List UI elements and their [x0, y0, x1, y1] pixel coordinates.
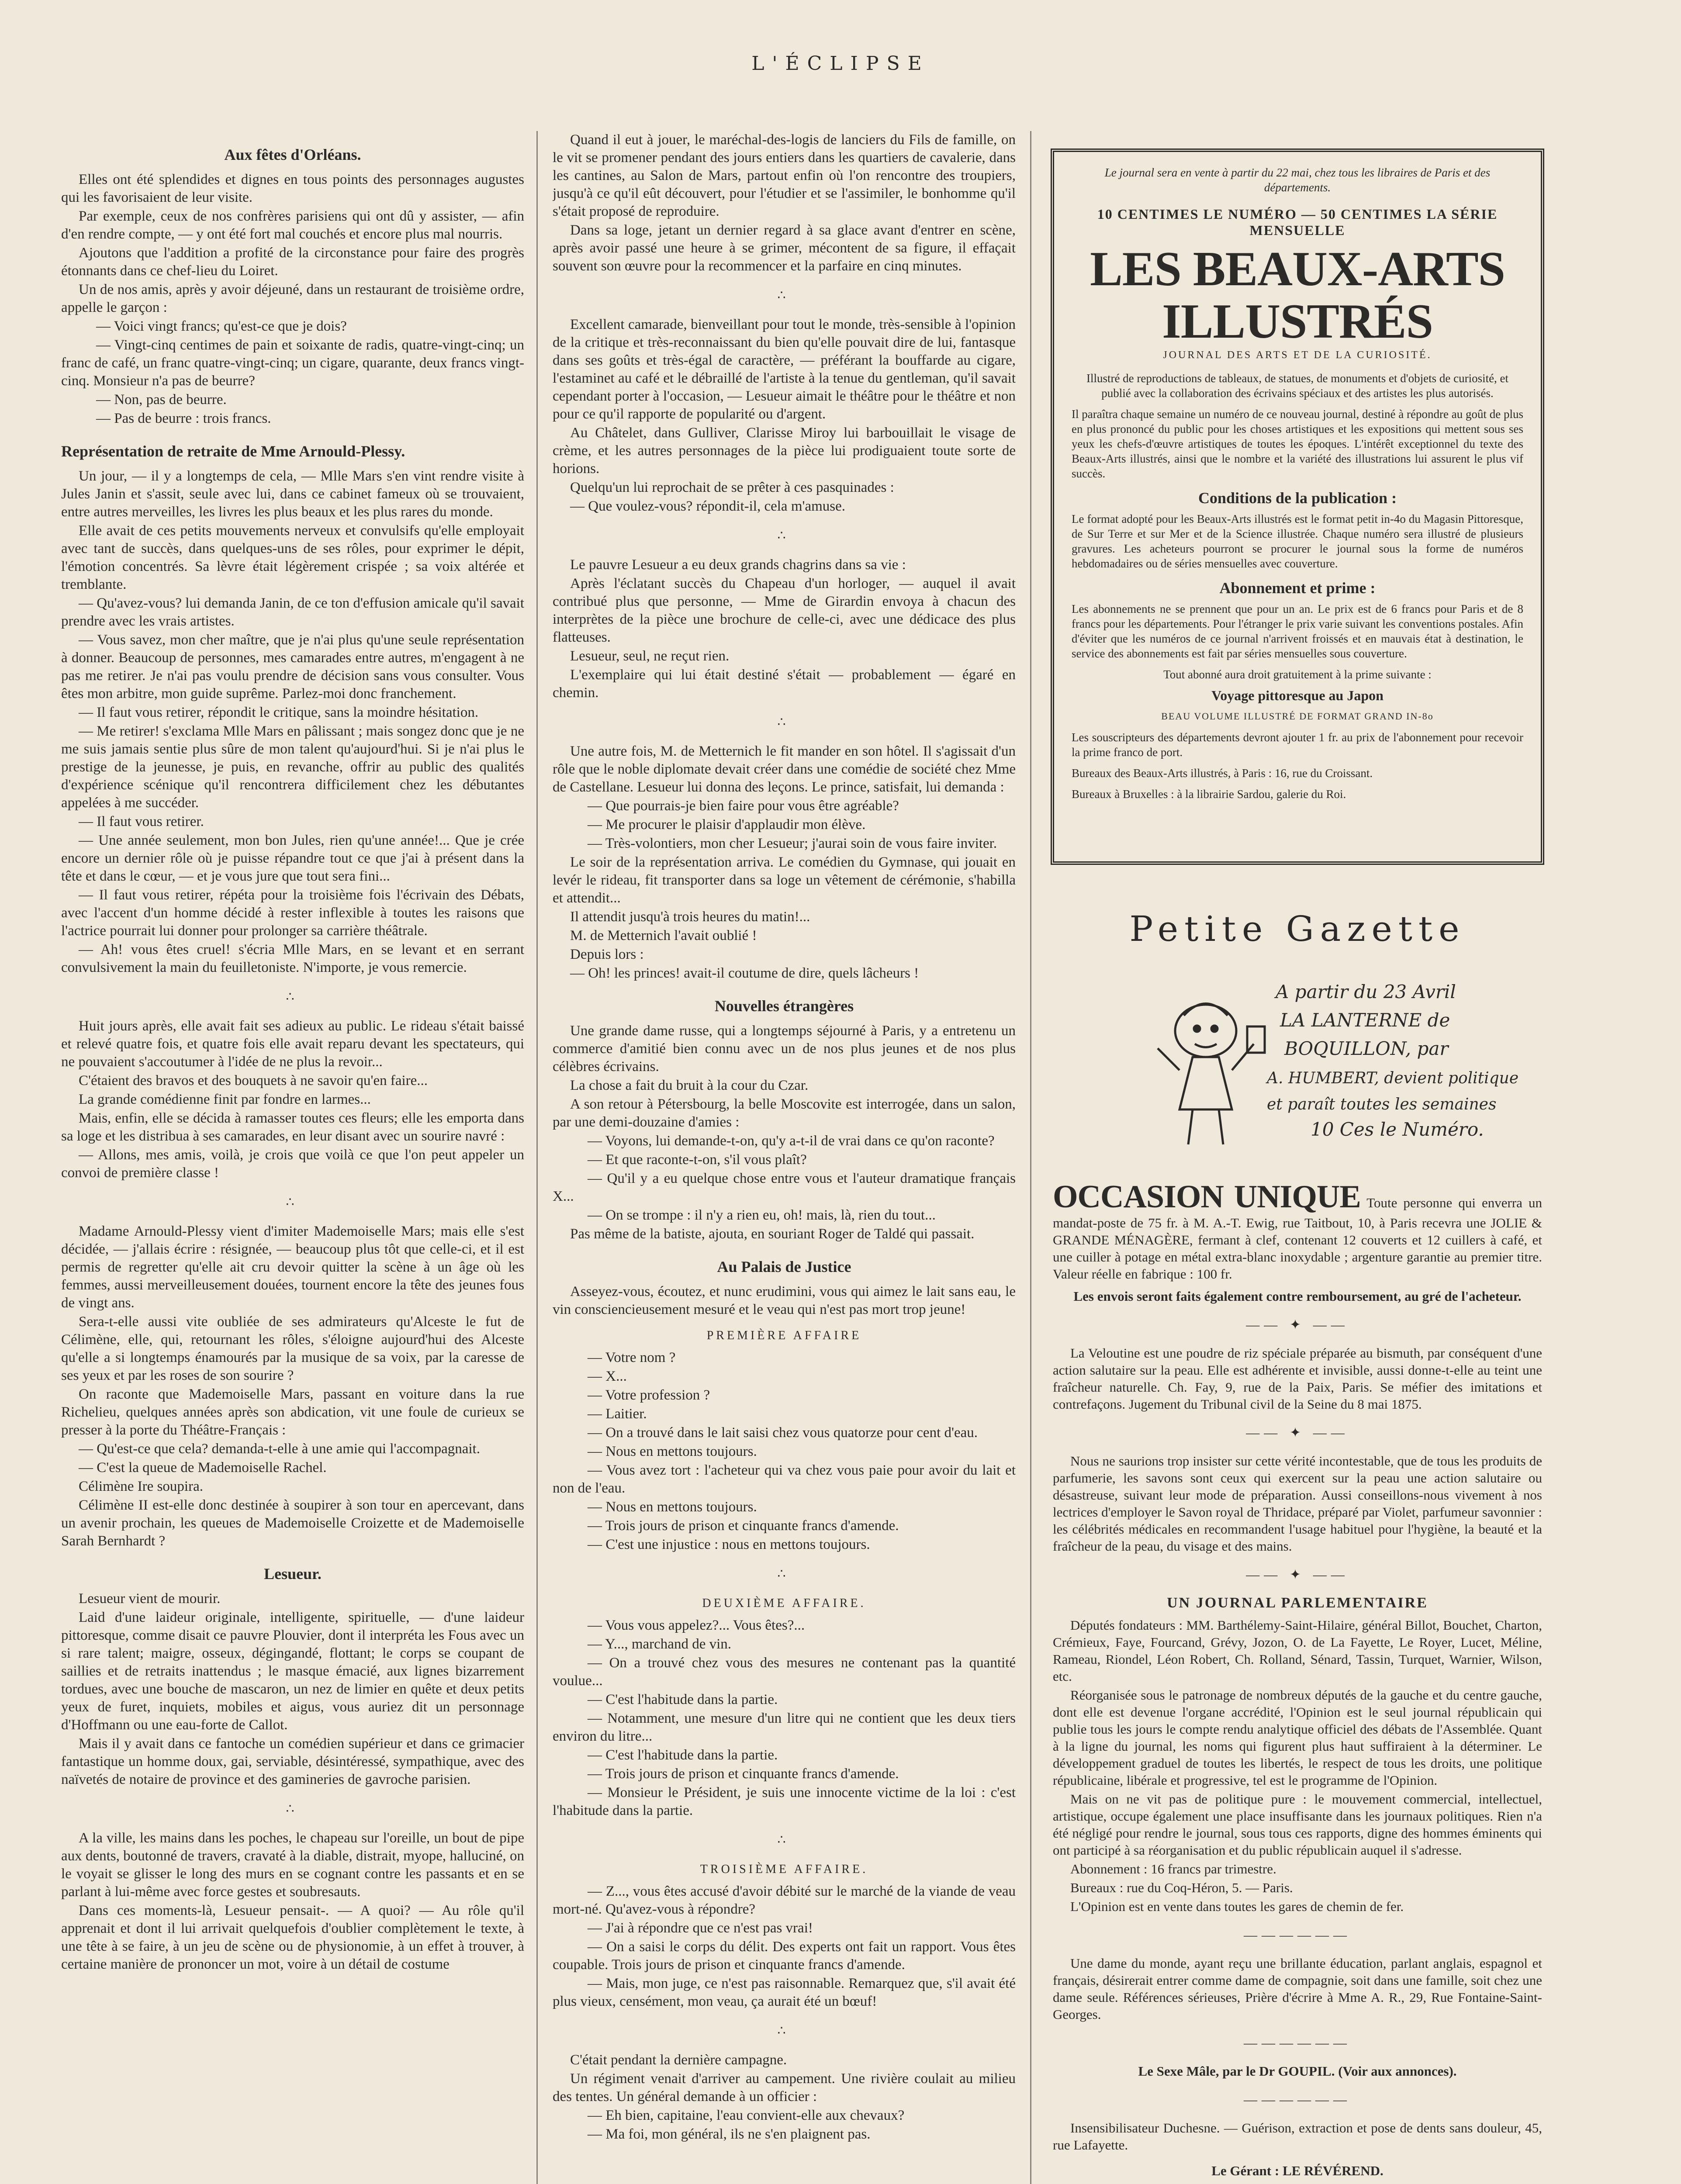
dialogue-line: — Laitier.: [588, 1406, 647, 1422]
paragraph: M. de Metternich l'avait oublié !: [570, 928, 757, 943]
dialogue-line: — C'est l'habitude dans la partie.: [588, 1692, 778, 1707]
paragraph: Il attendit jusqu'à trois heures du matin!...: [570, 909, 810, 925]
paragraph: Depuis lors :: [570, 947, 644, 962]
paragraph: — Oh! les princes! avait-il coutume de dire, quels lâcheurs !: [570, 965, 919, 981]
section-separator: ∴: [777, 1567, 791, 1581]
cartoon-line: BOQUILLON, par: [1284, 1038, 1449, 1059]
paragraph: Laid d'une laideur originale, intelligente, spirituelle, — d'une laideur pittoresque, comme disait ce pauvre Plouvier, dont il interpréta les Fous avec un si rare talent; maigre, osseux, dégingandé, flottant; le corps se coupant de saillies et de retraits inattendus ; le masque émacié, aux lignes bizarrement tordues, avec une bouche de mascaron, un nez de limier en quête et deux petits yeux de furet, inquiets, mobiles et aigus, vous auriez dit un personnage d'Hoffmann ou une eau-forte de Callot.: [61, 1610, 524, 1733]
dialogue-line: — Qu'il y a eu quelque chose entre vous et l'auteur dramatique français X...: [553, 1171, 1016, 1204]
ad-prime: Voyage pittoresque au Japon: [1211, 688, 1384, 703]
paragraph: Par exemple, ceux de nos confrères parisiens qui ont dû y assister, — afin d'en rendre compte, — y ont été fort mal couchés et encore plus mal nourris.: [61, 208, 524, 242]
dialogue-line: — Ma foi, mon général, ils ne s'en plaignent pas.: [588, 2126, 871, 2142]
paragraph: La grande comédienne finit par fondre en larmes...: [79, 1092, 371, 1107]
paragraph: Abonnement : 16 francs par trimestre.: [1070, 1861, 1276, 1876]
heading-arnould-plessy: Représentation de retraite de Mme Arnould-Plessy.: [61, 442, 405, 460]
ad-paragraph: Bureaux à Bruxelles : à la librairie Sardou, galerie du Roi.: [1072, 788, 1346, 801]
dialogue-line: — On se trompe : il n'y a rien eu, oh! mais, là, rien du tout...: [588, 1207, 936, 1223]
paragraph: Excellent camarade, bienveillant pour tout le monde, très-sensible à l'opinion de la critique et très-reconnaissant du bien qu'elle pouvait dire de lui, fantasque dans ses goûts et très-égal de caractère, — préférant la bouffarde au cigare, l'estaminet au café et le débraillé de l'artiste à la tenue du gentleman, qu'il savait cependant porter à l'occasion, — Lesueur aimait le théâtre pour le théâtre et non pour ce qu'il rapporte de popularité ou d'argent.: [553, 317, 1016, 422]
paragraph: — Vous savez, mon cher maître, que je n'ai plus qu'une seule représentation à donner. Beaucoup de personnes, mes camarades entre autres, m'engagent à ne pas me retirer. Je n'ai pas voulu prendre de décision sans vous consulter. Vous êtes mon arbitre, mon guide suprême. Parlez-moi donc franchement.: [61, 632, 524, 702]
ad-subtitle: JOURNAL DES ARTS ET DE LA CURIOSITÉ.: [1163, 349, 1432, 361]
separator: ——————: [1244, 2035, 1351, 2050]
section-separator: ∴: [777, 715, 791, 729]
dialogue-line: — Mais, mon juge, ce n'est pas raisonnable. Remarquez que, s'il avait été plus vieux, censément, mon veau, ça aurait été un bœuf!: [553, 1976, 1016, 2009]
paragraph: — Qu'est-ce que cela? demanda-t-elle à une amie qui l'accompagnait.: [79, 1441, 480, 1457]
thridace-ad: Nous ne saurions trop insister sur cette vérité incontestable, que de tous les produits de parfumerie, les savons sont ceux qui exercent sur la peau une action salutaire ou désastreuse, suivant leur mode de préparation. Aussi conseillons-nous vivement à nos lectrices d'employer le Savon royal de Thridace, préparé par Violet, parfumeur savonnier : les célébrités médicales en recommandent l'usage habituel pour l'hygiène, la beauté et la fraîcheur de la peau, du visage et des mains.: [1053, 1453, 1542, 1554]
dialogue-line: — On a trouvé dans le lait saisi chez vous quatorze pour cent d'eau.: [588, 1425, 978, 1441]
subheading-deuxieme-affaire: DEUXIÈME AFFAIRE.: [702, 1597, 866, 1610]
paragraph: On raconte que Mademoiselle Mars, passant en voiture dans la rue Richelieu, quelques années après son abdication, vit une foule de curieux se presser à la porte du Théâtre-Français :: [61, 1386, 524, 1438]
paragraph: C'était pendant la dernière campagne.: [570, 2052, 787, 2068]
beaux-arts-advertisement: [1051, 149, 1544, 865]
dialogue-line: — Votre profession ?: [588, 1387, 710, 1403]
section-separator: ∴: [777, 2024, 791, 2038]
heading-palais-justice: Au Palais de Justice: [717, 1258, 851, 1275]
paragraph: Après l'éclatant succès du Chapeau d'un horloger, — auquel il avait contribué plus que personne, — Mme de Girardin envoya à chacun des interprètes de la pièce une brochure de celle-ci, avec une dédicace des plus flatteuses.: [553, 576, 1016, 645]
paragraph: Députés fondateurs : MM. Barthélemy-Saint-Hilaire, général Billot, Bouchet, Charton, Crémieux, Faye, Fourcand, Grévy, Jozon, O. de La Fayette, Le Royer, Lucet, Méline, Rameau, Riondel, Léon Robert, Ch. Rolland, Sénard, Tassin, Turquet, Warnier, Wilson, etc.: [1053, 1617, 1542, 1684]
masthead: L'ÉCLIPSE: [751, 52, 930, 75]
paragraph: Une autre fois, M. de Metternich le fit mander en son hôtel. Il s'agissait d'un rôle que le noble diplomate devait créer dans une comédie de société chez Mme de Castellane. Lesueur lui donna des leçons. Le prince, satisfait, lui demanda :: [553, 743, 1016, 795]
paragraph: Le soir de la représentation arriva. Le comédien du Gymnase, qui jouait en levér le rideau, fit transporter dans sa loge un vêtement de cérémonie, s'habilla et attendit...: [553, 854, 1016, 906]
ad-price: 10 CENTIMES LE NUMÉRO — 50 CENTIMES LA SÉRIE MENSUELLE: [1097, 206, 1498, 238]
paragraph: Mais il y avait dans ce fantoche un comédien supérieur et dans ce grimacier fantastique un homme doux, gai, serviable, désintéressé, sympathique, avec des naïvetés de notaire de province et des gamineries de gavroche parisien.: [61, 1736, 524, 1787]
section-separator: ∴: [777, 1833, 791, 1847]
paragraph: Madame Arnould-Plessy vient d'imiter Mademoiselle Mars; mais elle s'est décidée, — j'allais écrire : résignée, — beaucoup plus tôt que celle-ci, et il est permis de regretter qu'elle ait cru devoir quitter la scène à un âge où les femmes, aussi merveilleusement douées, tournent encore la tête des jeunes fous de vingt ans.: [61, 1223, 524, 1311]
dialogue-line: — Nous en mettons toujours.: [588, 1444, 757, 1459]
dialogue-line: — C'est une injustice : nous en mettons toujours.: [588, 1537, 870, 1552]
paragraph: Sera-t-elle aussi vite oubliée de ses admirateurs qu'Alceste le fut de Célimène, elle, qui, retournant les rôles, s'éloigne aujourd'hui des Alceste qu'elle a si longtemps énamourés par la musique de sa voix, par la caresse de ses yeux et par les roses de son sourire ?: [61, 1314, 524, 1383]
dialogue-line: — Non, pas de beurre.: [96, 392, 227, 408]
separator: ——————: [1244, 1927, 1351, 1942]
section-separator: ∴: [777, 529, 791, 543]
section-separator: ∴: [286, 990, 300, 1004]
paragraph: Un régiment venait d'arriver au campement. Une rivière coulait au milieu des tentes. Un général demande à un officier :: [553, 2071, 1016, 2105]
ad-paragraph: Bureaux des Beaux-Arts illustrés, à Paris : 16, rue du Croissant.: [1072, 767, 1373, 780]
column-middle: [553, 131, 1016, 2184]
dialogue-line: — Notamment, une mesure d'un litre qui ne contient que les deux tiers environ du litre...: [553, 1711, 1016, 1744]
occasion-text: Toute personne qui enverra un mandat-poste de 75 fr. à M. A.-T. Ewig, rue Taitbout, 10, à Paris recevra une JOLIE & GRANDE MÉNAGÈRE, fermant à clef, contenant 12 couverts et 12 cuillers à café, et une cuiller à potage en métal extra-blanc inoxydable ; argenture garantie au premier titre. Valeur réelle en fabrique : 100 fr.: [1053, 1195, 1542, 1282]
paragraph: Elle avait de ces petits mouvements nerveux et convulsifs qu'elle employait avec tant de succès, dans quelques-uns de ses rôles, pour exprimer le dépit, l'émotion concentrés. Sa lèvre était légèrement crispée ; sa voix altérée et tremblante.: [61, 523, 524, 592]
dialogue-line: — J'ai à répondre que ce n'est pas vrai!: [588, 1920, 813, 1936]
petite-gazette-heading: Petite Gazette: [1129, 909, 1466, 949]
paragraph: L'Opinion est en vente dans toutes les gares de chemin de fer.: [1070, 1899, 1404, 1914]
paragraph: — Me retirer! s'exclama Mlle Mars en pâlissant ; mais songez donc que je ne me suis jamais sentie plus sûre de mon talent qu'aujourd'hui. Si je n'ai plus le prestige de la jeunesse, je puis, en revanche, offrir au public des qualités d'expérience scénique qu'il rencontrera difficilement chez les débutantes appelées à me succéder.: [61, 723, 524, 811]
journal-parlementaire-heading: UN JOURNAL PARLEMENTAIRE: [1167, 1595, 1428, 1611]
paragraph: Lesueur vient de mourir.: [79, 1591, 221, 1607]
paragraph: La chose a fait du bruit à la cour du Czar.: [570, 1078, 809, 1093]
subheading-premiere-affaire: PREMIÈRE AFFAIRE: [706, 1329, 862, 1342]
dialogue-line: — Vous avez tort : l'acheteur qui va chez vous paie pour avoir du lait et non de l'eau.: [553, 1462, 1016, 1496]
separator: —— ✦ ——: [1246, 1567, 1349, 1582]
separator: ——————: [1244, 2092, 1351, 2107]
dialogue-line: — Que pourrais-je bien faire pour vous être agréable?: [588, 798, 899, 814]
dialogue-line: — X...: [588, 1368, 627, 1384]
paragraph: Asseyez-vous, écoutez, et nunc erudimini, vous qui aimez le lait sans eau, le vin consciencieusement mesuré et le veau qui n'est pas mort trop jeune!: [553, 1284, 1016, 1317]
cartoon-line: A partir du 23 Avril: [1276, 981, 1456, 1002]
paragraph: — Une année seulement, mon bon Jules, rien qu'une année!... Que je crée encore un dernier rôle où je puisse répandre tout ce que j'ai à présent dans la tête et dans le cœur, — et je vous jure que tout sera fini...: [61, 833, 524, 884]
paragraph: — C'est la queue de Mademoiselle Rachel.: [79, 1460, 327, 1476]
dialogue-line: — Z..., vous êtes accusé d'avoir débité sur le marché de la viande de veau mort-né. Qu'avez-vous à répondre?: [553, 1883, 1016, 1917]
heading-nouvelles-etrangeres: Nouvelles étrangères: [714, 997, 854, 1015]
paragraph: Au Châtelet, dans Gulliver, Clarisse Miroy lui barbouillait le visage de crème, et les autres personnages de la pièce lui prodiguaient toute sorte de horions.: [553, 425, 1016, 477]
dialogue-line: — Votre nom ?: [588, 1350, 676, 1365]
cartoon-line: et paraît toutes les semaines: [1267, 1095, 1497, 1113]
ad-paragraph: Le format adopté pour les Beaux-Arts illustrés est le format petit in-4o du Magasin Pittoresque, de Sur Terre et sur Mer et de la Science illustrée. Chaque numéro sera illustré de plusieurs gravures. Les acheteurs pourront se procurer le journal sous la forme de numéros hebdomadaires ou de séries mensuelles avec couverture.: [1072, 512, 1523, 570]
occasion-unique-title: OCCASION UNIQUE: [1053, 1179, 1361, 1215]
subheading-troisieme-affaire: TROISIÈME AFFAIRE.: [700, 1863, 868, 1876]
paragraph: — Allons, mes amis, voilà, je crois que voilà ce que l'on peut appeler un convoi de première classe !: [61, 1147, 524, 1181]
dialogue-line: — Voyons, lui demande-t-on, qu'y a-t-il de vrai dans ce qu'on raconte?: [588, 1133, 995, 1149]
separator: —— ✦ ——: [1246, 1425, 1349, 1440]
dialogue-line: — Trois jours de prison et cinquante francs d'amende.: [588, 1518, 899, 1534]
paragraph: Dans ces moments-là, Lesueur pensait-. — A quoi? — Au rôle qu'il apprenait et dont il lui arrivait quelquefois d'oublier complètement le texte, à une tête à se faire, à un jeu de scène ou de physionomie, à un effet à trouver, à certaine manière de prononcer un mot, voire à un détail de costume: [61, 1903, 524, 1972]
ad-paragraph: Les souscripteurs des départements devront ajouter 1 fr. au prix de l'abonnement pour recevoir la prime franco de port.: [1072, 731, 1523, 759]
ad-description: Illustré de reproductions de tableaux, de statues, de monuments et d'objets de curiosité, et publié avec la collaboration des écrivains spéciaux et des artistes les plus autorisés.: [1086, 372, 1509, 400]
cartoon-line: LA LANTERNE de: [1280, 1009, 1450, 1031]
paragraph: L'exemplaire qui lui était destiné s'était — probablement — égaré en chemin.: [553, 667, 1016, 701]
dialogue-line: — Trois jours de prison et cinquante francs d'amende.: [588, 1766, 899, 1782]
dialogue-line: — Nous en mettons toujours.: [588, 1499, 757, 1515]
paragraph: Quand il eut à jouer, le maréchal-des-logis de lanciers du Fils de famille, on le vit se promener pendant des jours entiers dans les quartiers de cavalerie, dans les cantines, au Salon de Mars, partout enfin où l'on rencontre des troupiers, jusqu'à ce qu'il eût découvert, pour l'étudier et se l'assimiler, le bonhomme qu'il s'était proposé de reproduire.: [553, 132, 1016, 219]
paragraph: — Que voulez-vous? répondit-il, cela m'amuse.: [570, 498, 845, 514]
dialogue-line: — Eh bien, capitaine, l'eau convient-elle aux chevaux?: [588, 2108, 905, 2123]
column-rule: [536, 131, 538, 2184]
paragraph: Huit jours après, elle avait fait ses adieux au public. Le rideau s'était baissé et relevé quatre fois, et quatre fois elle avait reparu devant les spectateurs, qui ne pouvaient s'accoutumer à l'idée de ne plus la revoir...: [61, 1018, 524, 1070]
ad-paragraph: Les abonnements ne se prennent que pour un an. Le prix est de 6 francs pour Paris et de 8 francs pour les départements. Pour l'étranger le prix varie suivant les conventions postales. Afin d'éviter que les numéros de ce journal n'arrivent froissés et en mauvais état à destination, le service des abonnements est fait par séries mensuelles sous couverture.: [1072, 602, 1523, 660]
lanterne-cartoon: [1153, 978, 1529, 1162]
section-separator: ∴: [777, 288, 791, 303]
column-rule: [1030, 131, 1031, 2184]
ad-paragraph: Il paraîtra chaque semaine un numéro de ce nouveau journal, destiné à répondre au goût de plus en plus prononcé du public pour les choses artistiques et les expositions qui mettent sous ses yeux les chefs-d'œuvre artistiques de toutes les époques. L'intérêt exceptionnel du texte des Beaux-Arts illustrés, ainsi que le nombre et la variété des illustrations lui assurent le plus vif succès.: [1072, 408, 1523, 480]
paragraph: Ajoutons que l'addition a profité de la circonstance pour faire des progrès étonnants dans ce chef-lieu du Loiret.: [61, 245, 524, 279]
separator: —— ✦ ——: [1246, 1317, 1349, 1332]
dialogue-line: — Pas de beurre : trois francs.: [96, 411, 271, 426]
ad-title: LES BEAUX-ARTS ILLUSTRÉS: [1090, 242, 1505, 349]
dialogue-line: — C'est l'habitude dans la partie.: [588, 1747, 778, 1763]
dialogue-line: — Vous vous appelez?... Vous êtes?...: [588, 1617, 805, 1633]
gerant-line: Le Gérant : LE RÉVÉREND.: [1211, 2163, 1384, 2178]
paragraph: Bureaux : rue du Coq-Héron, 5. — Paris.: [1070, 1880, 1293, 1895]
paragraph: A la ville, les mains dans les poches, le chapeau sur l'oreille, un bout de pipe aux dents, boutonné de travers, cravaté à la diable, distrait, myope, halluciné, on le voyait se glisser le long des murs en se cognant contre les passants et en se parlant à lui-même avec force gestes et soubresauts.: [61, 1830, 524, 1900]
paragraph: Lesueur, seul, ne reçut rien.: [570, 648, 730, 664]
paragraph: — Il faut vous retirer, répondit le critique, sans la moindre hésitation.: [79, 705, 479, 720]
ad-prime-subtitle: BEAU VOLUME ILLUSTRÉ DE FORMAT GRAND IN-8o: [1161, 711, 1434, 722]
paragraph: Le pauvre Lesueur a eu deux grands chagrins dans sa vie :: [570, 557, 906, 573]
section-separator: ∴: [286, 1802, 300, 1816]
dialogue-line: — Très-volontiers, mon cher Lesueur; j'aurai soin de vous faire inviter.: [588, 836, 997, 851]
duchesne-ad: Insensibilisateur Duchesne. — Guérison, extraction et pose de dents sans douleur, 45, rue Lafayette.: [1053, 2120, 1542, 2153]
paragraph: Une grande dame russe, qui a longtemps séjourné à Paris, y a entretenu un commerce d'amitié bien connu avec un de nos plus jeunes et de nos plus célèbres écrivains.: [553, 1023, 1016, 1075]
heading-lesueur: Lesueur.: [264, 1565, 322, 1583]
dialogue-line: — Monsieur le Président, je suis une innocente victime de la loi : c'est l'habitude dans la partie.: [553, 1785, 1016, 1818]
paragraph: Réorganisée sous le patronage de nombreux députés de la gauche et du centre gauche, dont elle est devenue l'organe accrédité, l'Opinion est le seul journal républicain qui publie tous les jours le compte rendu analytique officiel des débats de l'Assemblée. Quant à la ligne du journal, les noms qui figurent plus haut suffiraient à la déterminer. Le développement graduel de toutes les libertés, le respect de tous les droits, une politique républicaine, libérale et progressive, tel est le programme de l'Opinion.: [1053, 1687, 1542, 1788]
paragraph: Quelqu'un lui reprochait de se prêter à ces pasquinades :: [570, 480, 894, 495]
sexe-male-ad: Le Sexe Mâle, par le Dr GOUPIL. (Voir aux annonces).: [1138, 2063, 1457, 2079]
paragraph: Célimène Ire soupira.: [79, 1479, 203, 1494]
dialogue-line: — Y..., marchand de vin.: [588, 1636, 732, 1652]
dialogue-line: — On a trouvé chez vous des mesures ne contenant pas la quantité voulue...: [553, 1655, 1016, 1689]
ad-paragraph: Tout abonné aura droit gratuitement à la prime suivante :: [1163, 668, 1432, 681]
ad-heading-abonnement: Abonnement et prime :: [1219, 579, 1376, 597]
dialogue-line: — On a saisi le corps du délit. Des experts ont fait un rapport. Vous êtes coupable. Trois jours de prison et cinquante francs d'amende.: [553, 1939, 1016, 1973]
paragraph: — Il faut vous retirer, répéta pour la troisième fois l'écrivain des Débats, avec l'accent d'un homme décidé à rester inflexible à toutes les raisons que l'actrice pourrait lui donner pour prolonger sa carrière théâtrale.: [61, 887, 524, 939]
paragraph: — Il faut vous retirer.: [79, 814, 204, 829]
ad-heading-conditions: Conditions de la publication :: [1198, 489, 1397, 507]
paragraph: Célimène II est-elle donc destinée à soupirer à son tour en apercevant, dans un avenir prochain, les queues de Mademoiselle Croizette et de Mademoiselle Sarah Bernhardt ?: [61, 1497, 524, 1549]
occasion-note: Les envois seront faits également contre remboursement, au gré de l'acheteur.: [1073, 1289, 1522, 1304]
paragraph: Mais on ne vit pas de politique pure : le mouvement commercial, intellectuel, artistique, occupe également une place insuffisante dans les journaux politiques. Rien n'a été négligé pour rendre le journal, sous tous ces rapports, digne des hommes éminents qui ont participé à sa réorganisation et du public républicain auquel il s'adresse.: [1053, 1791, 1542, 1858]
paragraph: — Ah! vous êtes cruel! s'écria Mlle Mars, en se levant et en serrant convulsivement la main du feuilletoniste. N'importe, je vous remercie.: [61, 942, 524, 975]
paragraph: A son retour à Pétersbourg, la belle Moscovite est interrogée, dans un salon, par une demi-douzaine d'amies :: [553, 1096, 1016, 1130]
cartoon-line: 10 Ces le Numéro.: [1311, 1119, 1484, 1140]
dialogue-line: — Et que raconte-t-on, s'il vous plaît?: [588, 1152, 807, 1168]
veloutine-ad: La Veloutine est une poudre de riz spéciale préparée au bismuth, par conséquent d'une action salutaire sur la peau. Elle est adhérente et invisible, aussi donne-t-elle au teint une fraîcheur naturelle. Ch. Fay, 9, rue de la Paix, Paris. Se méfier des imitations et contrefaçons. Jugement du Tribunal civil de la Seine du 8 mai 1875.: [1053, 1345, 1542, 1412]
dialogue-line: — Vingt-cinq centimes de pain et soixante de radis, quatre-vingt-cinq; un franc de café, un franc quatre-vingt-cinq; un cigare, quarante, deux francs vingt-cinq. Monsieur n'a pas de beurre?: [61, 337, 524, 389]
dialogue-line: — Voici vingt francs; qu'est-ce que je dois?: [96, 318, 347, 334]
paragraph: — Qu'avez-vous? lui demanda Janin, de ce ton d'effusion amicale qu'il savait prendre avec les vrais artistes.: [61, 595, 524, 629]
dame-monde-ad: Une dame du monde, ayant reçu une brillante éducation, parlant anglais, espagnol et français, désirerait entrer comme dame de compagnie, soit dans une famille, soit chez une dame seule. Références sérieuses, Prière d'écrire à Mme A. R., 29, Rue Fontaine-Saint-Georges.: [1053, 1956, 1542, 2022]
dialogue-line: — Me procurer le plaisir d'applaudir mon élève.: [588, 817, 866, 833]
column-left: [61, 131, 524, 2184]
column-right-ads: [1053, 1179, 1542, 2181]
paragraph: Pas même de la batiste, ajouta, en souriant Roger de Taldé qui passait.: [570, 1226, 975, 1242]
paragraph: Un jour, — il y a longtemps de cela, — Mlle Mars s'en vint rendre visite à Jules Janin et s'assit, seule avec lui, dans ce cabinet fameux où se trouvaient, entre autres merveilles, les livres les plus beaux et les plus rares du monde.: [61, 468, 524, 520]
ad-intro: Le journal sera en vente à partir du 22 mai, chez tous les libraires de Paris et des départements.: [1104, 166, 1491, 194]
heading-fetes-orleans: Aux fêtes d'Orléans.: [224, 146, 361, 163]
cartoon-line: A. HUMBERT, devient politique: [1267, 1069, 1519, 1087]
paragraph: Un de nos amis, après y avoir déjeuné, dans un restaurant de troisième ordre, appelle le garçon :: [61, 282, 524, 315]
section-separator: ∴: [286, 1195, 300, 1209]
paragraph: C'étaient des bravos et des bouquets à ne savoir qu'en faire...: [79, 1073, 428, 1089]
paragraph: Mais, enfin, elle se décida à ramasser toutes ces fleurs; elle les emporta dans sa loge et les distribua à ses camarades, en leur disant avec un sourire navré :: [61, 1110, 524, 1144]
paragraph: Dans sa loge, jetant un dernier regard à sa glace avant d'entrer en scène, après avoir passé une heure à se grimer, mécontent de sa figure, il effaçait souvent son œuvre pour la recommencer et la parfaire en cinq minutes.: [553, 222, 1016, 274]
paragraph: Elles ont été splendides et dignes en tous points des personnages augustes qui les favorisaient de leur visite.: [61, 172, 524, 205]
